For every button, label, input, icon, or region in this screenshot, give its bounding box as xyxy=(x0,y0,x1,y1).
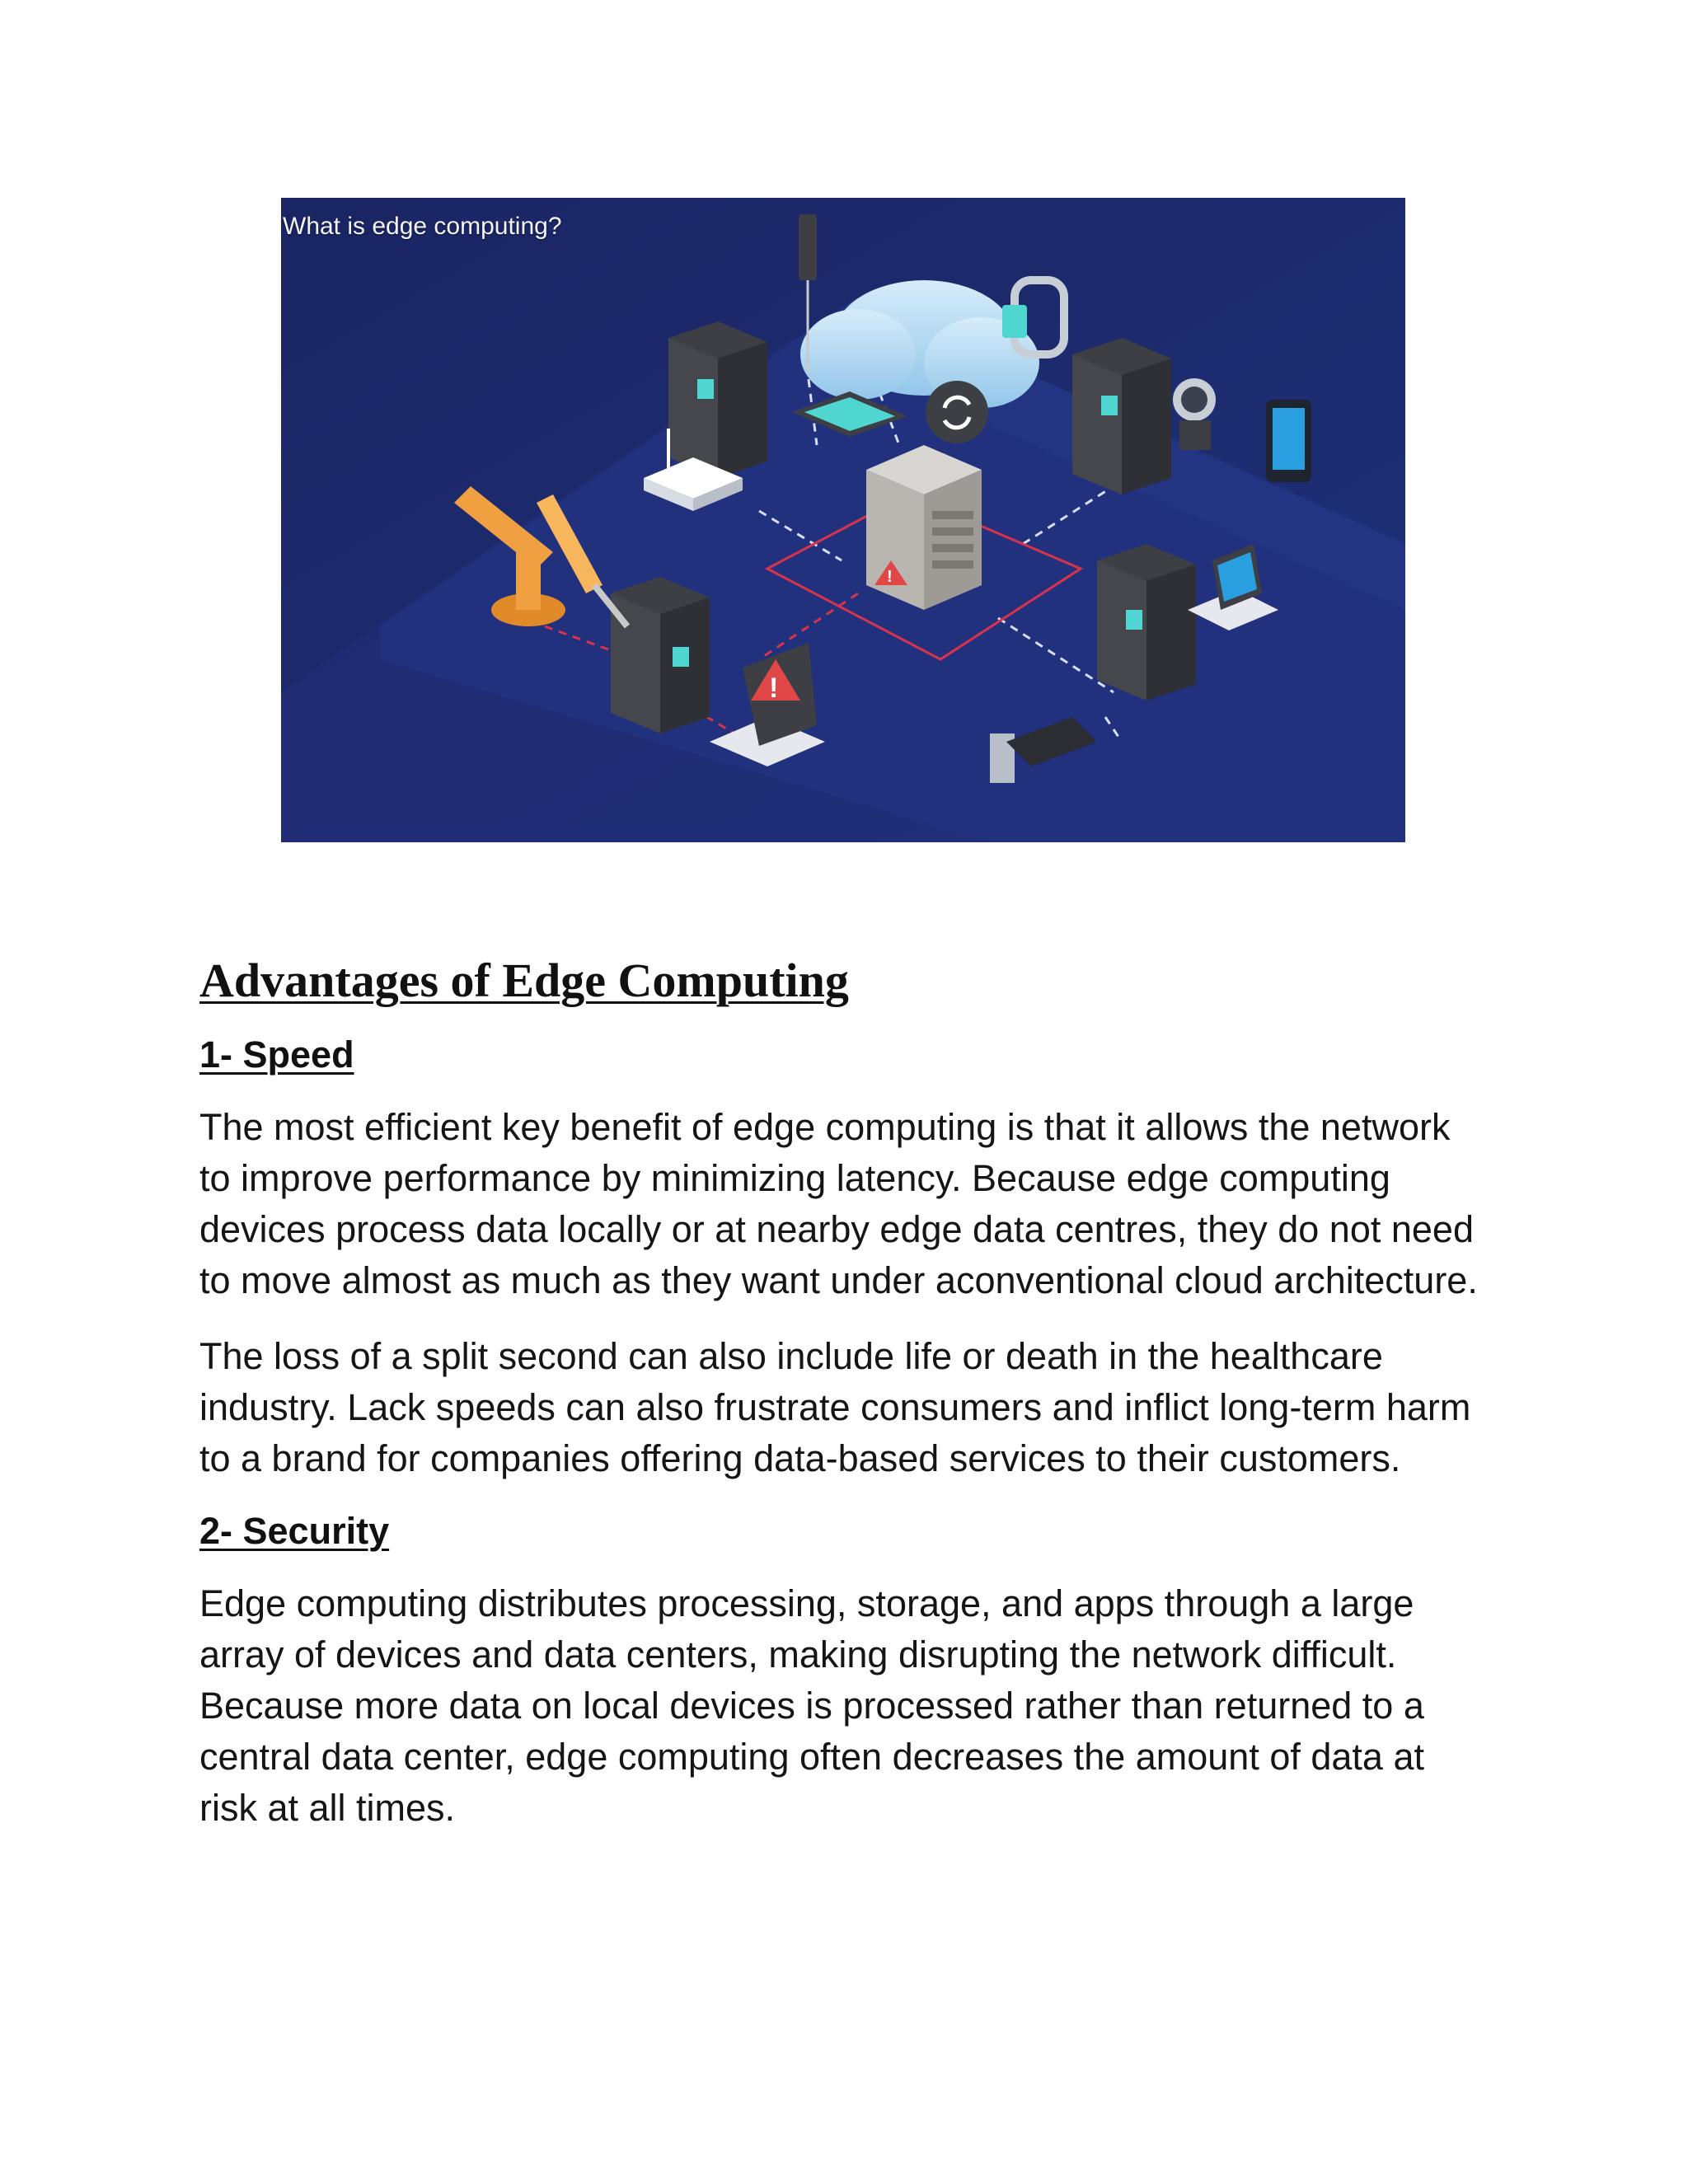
edge-computing-figure xyxy=(281,198,1405,842)
speed-paragraph-2: The loss of a split second can also include life or death in the healthcare industry. Lack speeds can also frustrate consumers and inflict long-term harm to a brand for companies offering data-based services to their customers. xyxy=(199,1334,1471,1479)
central-data-center-icon xyxy=(866,445,982,610)
edge-server-icon xyxy=(611,577,710,733)
edge-server-icon xyxy=(1072,338,1171,494)
edge-server-icon xyxy=(668,321,767,478)
edge-computing-illustration xyxy=(281,198,1405,842)
svg-text:!: ! xyxy=(887,568,893,586)
section-heading-security: 2- Security xyxy=(199,1509,390,1552)
edge-server-icon xyxy=(1097,544,1196,701)
page-title: Advantages of Edge Computing xyxy=(199,954,849,1007)
svg-text:!: ! xyxy=(769,673,779,704)
security-paragraph-1: Edge computing distributes processing, storage, and apps through a large array of devices and data centers, making disrupting the network difficult. Because more data on local devices is processed rather than returned to a central data center, edge computing often decreases the amount of data at risk at all times. xyxy=(199,1582,1424,1829)
article-body xyxy=(199,952,1485,1858)
speed-paragraph-1: The most efficient key benefit of edge computing is that it allows the network to improve performance by minimizing latency. Because edge computing devices process data locally or at nearby edge data centres, they do not need to move almost as much as they want under aconventional cloud architecture. xyxy=(199,1105,1478,1301)
video-title: What is edge computing? xyxy=(283,213,562,240)
section-heading-speed: 1- Speed xyxy=(199,1033,354,1076)
smartphone-icon xyxy=(1266,400,1311,482)
